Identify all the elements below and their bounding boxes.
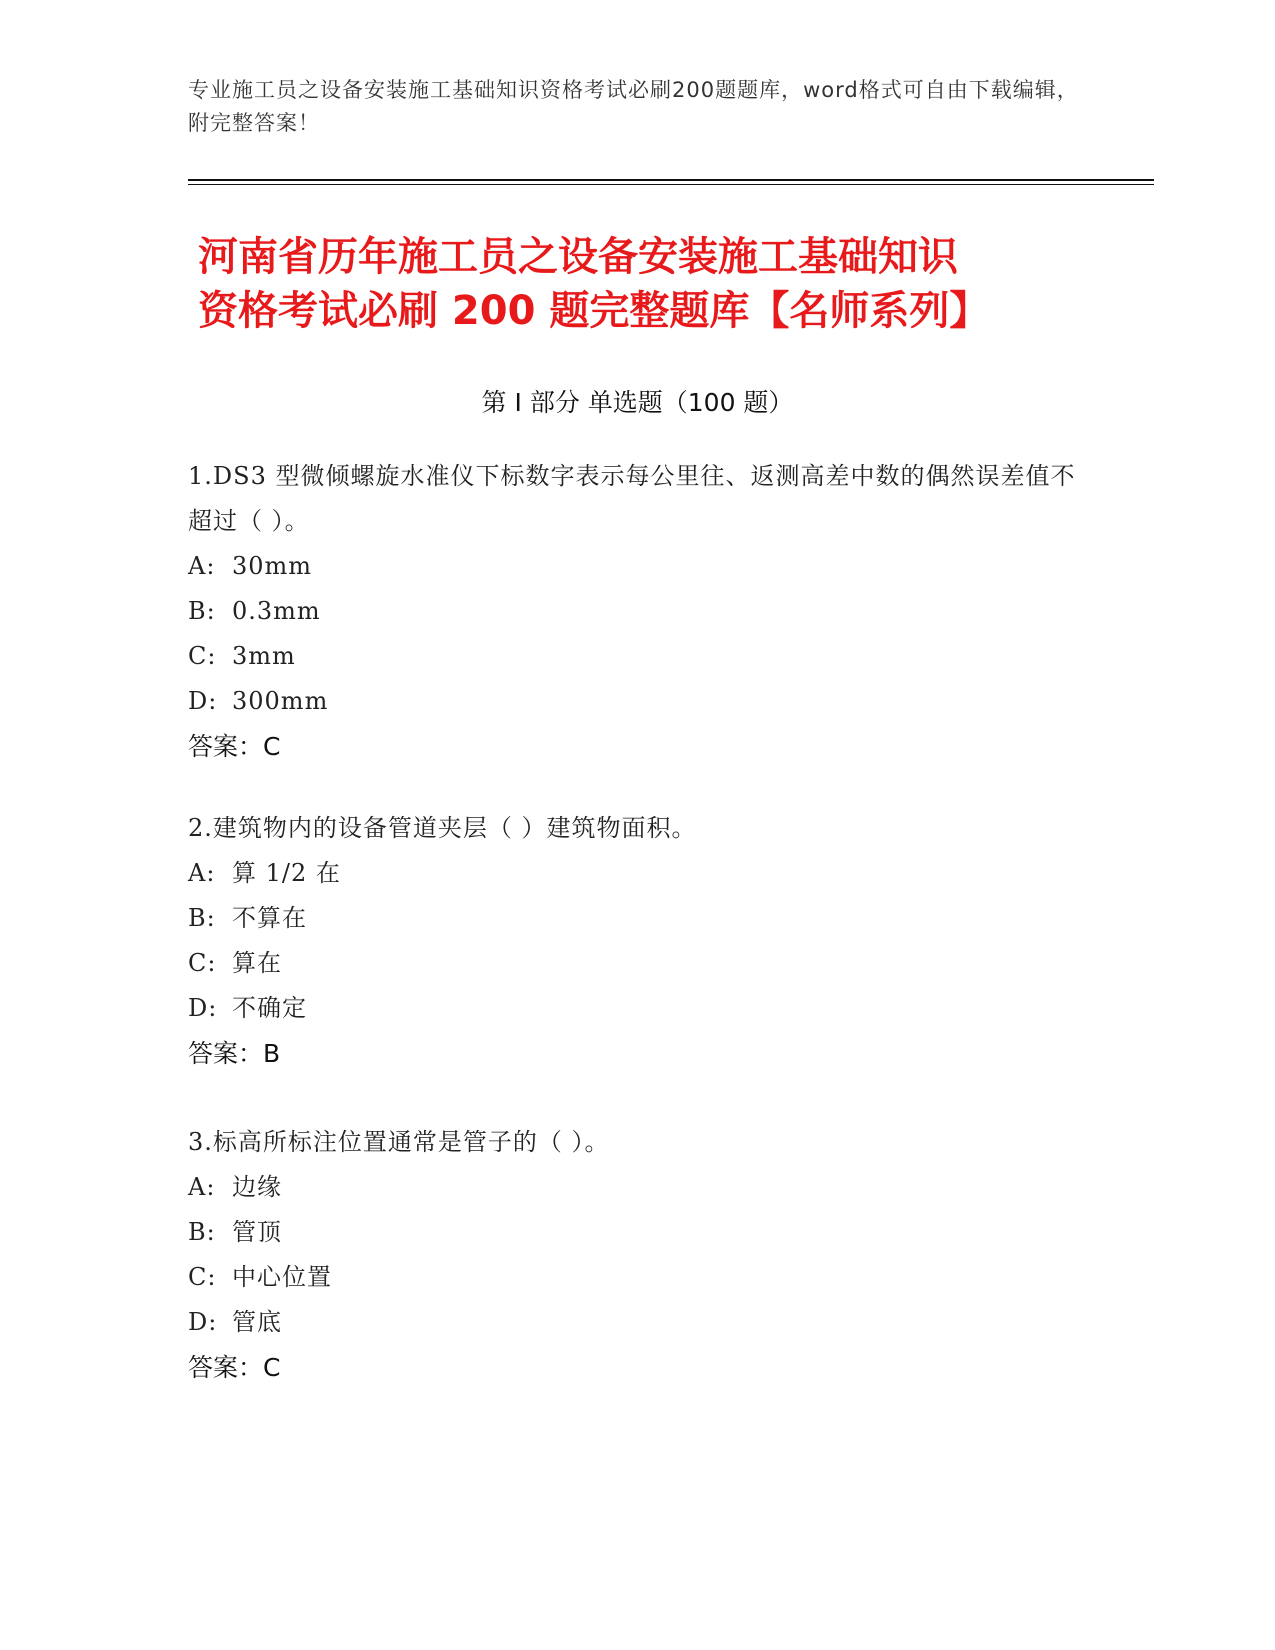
header-note: 专业施工员之设备安装施工基础知识资格考试必刷200题题库，word格式可自由下载编辑，附完整答案！ <box>188 78 1079 135</box>
option-d <box>188 986 1088 1031</box>
header-divider-thick <box>188 179 1154 181</box>
option-letter: B: <box>188 904 216 932</box>
option-letter: D: <box>188 687 218 715</box>
question-stem: 3.标高所标注位置通常是管子的（ ）。 <box>188 1128 610 1156</box>
question-1 <box>188 454 1088 770</box>
answer: 答案：C <box>188 732 281 761</box>
option-text: 0.3mm <box>232 597 321 625</box>
option-letter: A: <box>188 859 216 887</box>
option-a <box>188 851 1088 896</box>
option-text: 300mm <box>232 687 329 715</box>
option-letter: B: <box>188 597 216 625</box>
option-d <box>188 679 1088 724</box>
option-text: 不确定 <box>232 994 307 1022</box>
answer: 答案：C <box>188 1353 281 1382</box>
option-text: 30mm <box>232 552 313 580</box>
option-c <box>188 1255 1088 1300</box>
option-text: 管底 <box>232 1308 282 1336</box>
option-letter: C: <box>188 642 217 670</box>
option-text: 算 1/2 在 <box>232 859 341 887</box>
option-letter: C: <box>188 949 217 977</box>
question-2 <box>188 806 1088 1077</box>
option-text: 3mm <box>232 642 296 670</box>
page-title-line-1: 河南省历年施工员之设备安装施工基础知识 <box>198 234 958 280</box>
option-letter: D: <box>188 1308 218 1336</box>
option-a <box>188 544 1088 589</box>
option-letter: A: <box>188 1173 216 1201</box>
option-c <box>188 634 1088 679</box>
option-letter: A: <box>188 552 216 580</box>
answer: 答案：B <box>188 1039 281 1068</box>
option-b <box>188 896 1088 941</box>
option-text: 管顶 <box>232 1218 282 1246</box>
option-text: 不算在 <box>232 904 307 932</box>
page-title <box>198 230 1098 338</box>
option-c <box>188 941 1088 986</box>
option-a <box>188 1165 1088 1210</box>
option-text: 中心位置 <box>232 1263 332 1291</box>
page-title-line-2: 资格考试必刷 200 题完整题库【名师系列】 <box>198 288 990 334</box>
question-stem: 1.DS3 型微倾螺旋水准仪下标数字表示每公里往、返测高差中数的偶然误差值不超过（ ）。 <box>188 462 1076 535</box>
option-letter: C: <box>188 1263 217 1291</box>
section-title: 第 I 部分 单选题（100 题） <box>481 388 794 417</box>
option-text: 算在 <box>232 949 282 977</box>
option-d <box>188 1300 1088 1345</box>
option-letter: B: <box>188 1218 216 1246</box>
option-letter: D: <box>188 994 218 1022</box>
option-b <box>188 1210 1088 1255</box>
option-text: 边缘 <box>232 1173 282 1201</box>
option-b <box>188 589 1088 634</box>
header-divider-thin <box>188 184 1154 185</box>
question-stem: 2.建筑物内的设备管道夹层（ ）建筑物面积。 <box>188 814 697 842</box>
question-3 <box>188 1120 1088 1391</box>
